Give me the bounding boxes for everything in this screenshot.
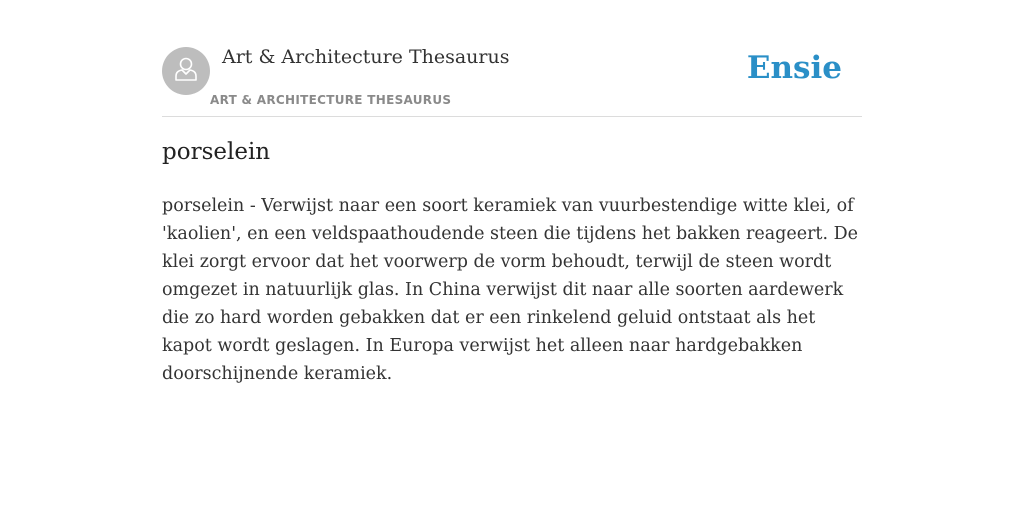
avatar[interactable] — [162, 47, 210, 95]
source-title[interactable]: Art & Architecture Thesaurus — [222, 46, 510, 68]
entry-header — [162, 46, 862, 117]
definition-text: porselein - Verwijst naar een soort keramiek van vuurbestendige witte klei, of 'kaolien', en een veldspaathoudende steen die tijdens het bakken reageert. De klei zorgt ervoor dat het voorwerp de vorm behoudt, terwijl de steen wordt omgezet in natuurlijk glas. In China verwijst dit naar alle soorten aardewerk die zo hard worden gebakken dat er een rinkelend geluid ontstaat als het kapot wordt geslagen. In Europa verwijst het alleen naar hardgebakken doorschijnende keramiek. — [162, 196, 858, 384]
user-silhouette-icon — [171, 54, 201, 89]
source-subtitle[interactable]: ART & ARCHITECTURE THESAURUS — [210, 93, 452, 107]
page-title: porselein — [162, 139, 271, 165]
brand-logo[interactable]: Ensie — [746, 50, 842, 86]
